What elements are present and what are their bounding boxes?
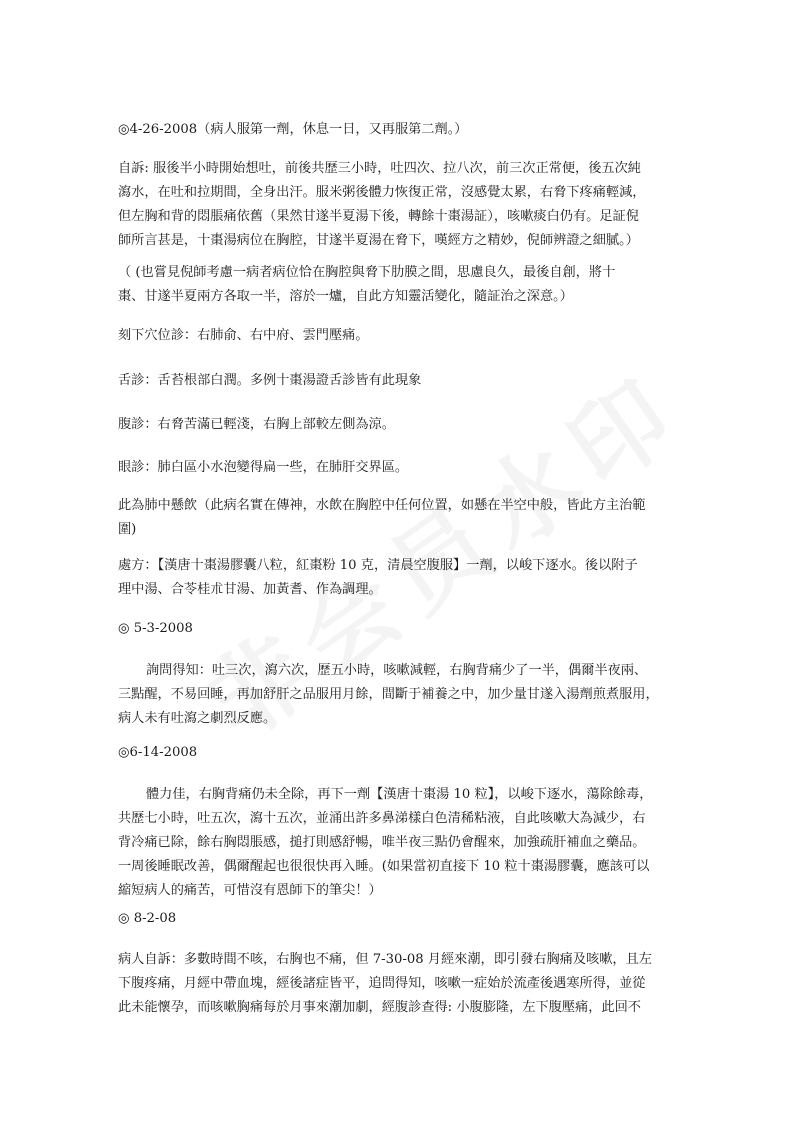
paragraph-note-1 (118, 261, 678, 309)
text-line: 眼診：肺白區小水泡變得扁一些，在肺肝交界區。 (118, 460, 409, 475)
paragraph-entry-2 (118, 617, 678, 641)
paragraph-acupoint-diag (118, 324, 678, 348)
text-line: 舌診：舌苔根部白潤。多例十棗湯證舌診皆有此現象 (118, 373, 422, 388)
text-line: 背冷痛已除，餘右胸悶脹感，搥打則感舒暢，唯半夜三點仍會醒來，加強疏肝補血之藥品。 (118, 835, 646, 850)
text-line: 體力佳，右胸背痛仍未全除，再下一劑【漢唐十棗湯 10 粒】，以峻下逐水，蕩除餘毒， (146, 787, 653, 802)
paragraph-tongue-diag (118, 369, 678, 393)
text-line: 一周後睡眠改善，偶爾醒起也很很快再入睡。(如果當初直接下 10 粒十棗湯膠囊，應該可以 (118, 859, 650, 874)
text-line: 刻下穴位診：右肺俞、右中府、雲門壓痛。 (118, 328, 369, 343)
text-line: 但左胸和背的悶脹痛依舊（果然甘遂半夏湯下後，轉餘十棗湯証），咳嗽痰白仍有。足証倪 (118, 209, 639, 224)
paragraph-inquiry-2 (118, 659, 678, 731)
paragraph-prescription (118, 554, 678, 602)
text-line: 詢問得知：吐三次，瀉六次，歷五小時，咳嗽減輕，右胸背痛少了一半，偶爾半夜兩、 (146, 663, 648, 678)
paragraph-diagnosis (118, 494, 678, 542)
text-line: ◎6-14-2008 (118, 745, 198, 760)
text-line: 腹診：右脅苦滿已輕淺，右胸上部較左側為涼。 (118, 417, 395, 432)
paragraph-entry-4 (118, 907, 678, 931)
text-line: 棗、甘遂半夏兩方各取一半，溶於一爐，自此方知靈活變化，隨証治之深意。） (118, 289, 573, 304)
text-line: 圍) (118, 522, 137, 537)
text-line: 自訴: 服後半小時開始想吐，前後共歷三小時，吐四次、拉八次，前三次正常便，後五次純 (118, 161, 641, 176)
text-line: 處方：【漢唐十棗湯膠囊八粒，紅棗粉 10 克，清晨空腹服】一劑，以峻下逐水。後以附子 (118, 558, 638, 573)
paragraph-followup-3 (118, 783, 678, 903)
text-line: 師所言甚是，十棗湯病位在胸腔，甘遂半夏湯在脅下，嘆經方之精妙，倪師辨證之細膩。） (118, 233, 639, 248)
paragraph-self-report-1 (118, 157, 678, 253)
text-line: 共歷七小時，吐五次，瀉十五次，並涌出許多鼻涕樣白色清稀粘液，自此咳嗽大為減少，右 (118, 811, 646, 826)
text-line: ◎ 8-2-08 (118, 911, 177, 926)
text-line: 瀉水，在吐和拉期間，全身出汗。服米粥後體力恢復正常，沒感覺太累，右脅下疼痛輕減， (118, 185, 646, 200)
paragraph-eye-diag (118, 456, 678, 480)
text-line: 此為肺中懸飲（此病名實在傳神，水飲在胸腔中任何位置，如懸在半空中般，皆此方主治範 (118, 498, 646, 513)
paragraph-entry-1 (118, 118, 678, 142)
text-line: ◎4-26-2008（病人服第一劑，休息一日，又再服第二劑。） (118, 122, 468, 137)
paragraph-entry-3 (118, 741, 678, 765)
text-line: 下腹疼痛，月經中帶血塊，經後諸症皆平，追問得知，咳嗽一症始於流產後遇寒所得，並從 (118, 976, 646, 991)
text-line: （ (也嘗見倪師考慮一病者病位恰在胸腔與脅下肋膜之間，思慮良久，最後自創，將十 (118, 265, 616, 280)
text-line: 病人未有吐瀉之劇烈反應。 (118, 711, 277, 726)
text-line: 縮短病人的痛苦，可惜沒有恩師下的筆尖！） (118, 883, 382, 898)
text-line: 此未能懷孕，而咳嗽胸痛每於月事來潮加劇，經腹診查得: 小腹膨隆，左下腹壓痛，此回不 (118, 1000, 641, 1015)
text-line: 理中湯、合苓桂朮甘湯、加黃耆、作為調理。 (118, 582, 382, 597)
paragraph-abdomen-diag (118, 413, 678, 437)
text-line: 三點醒，不易回睡，再加舒肝之品服用月餘，間斷于補養之中，加少量甘遂入湯劑煎煮服用， (118, 687, 659, 702)
paragraph-self-report-4 (118, 948, 678, 1020)
text-line: ◎ 5-3-2008 (118, 621, 193, 636)
text-line: 病人自訴：多數時間不咳，右胸也不痛，但 7-30-08 月經來潮，即引發右胸痛及咳嗽，且左 (118, 952, 652, 967)
